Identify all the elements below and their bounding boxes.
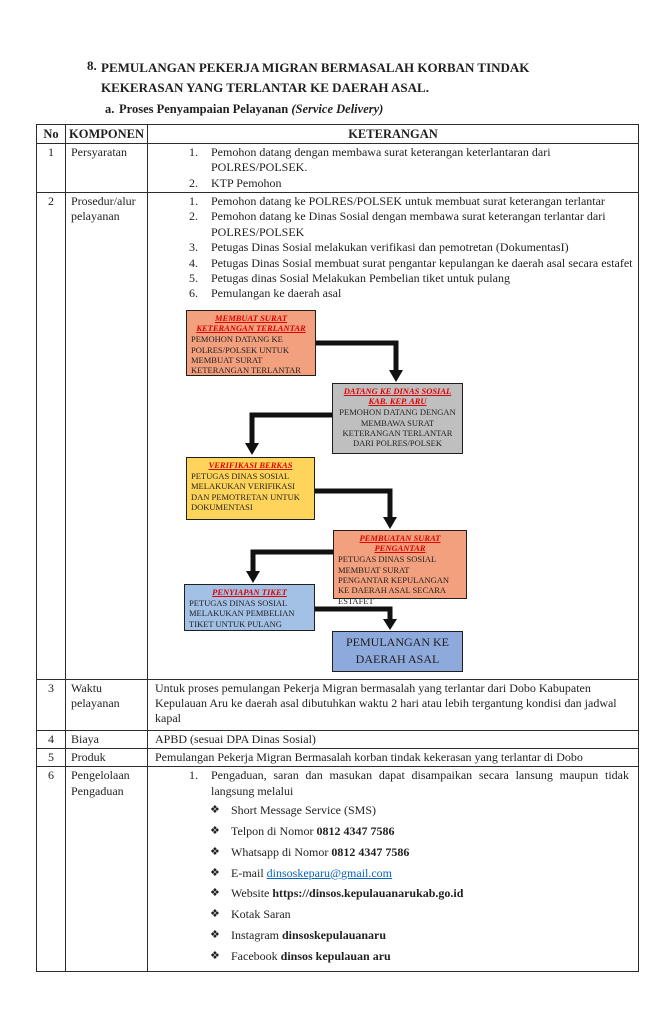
keterangan-cell (148, 679, 639, 730)
diamond-bullet-icon: ❖ (210, 887, 220, 900)
diamond-bullet-icon: ❖ (210, 950, 220, 963)
flow-box-pemulangan (332, 631, 463, 672)
channel-sms (210, 803, 633, 818)
service-table (36, 124, 639, 972)
whatsapp-number: 0812 4347 7586 (331, 844, 410, 859)
table-row (37, 193, 639, 680)
flow-box-body: PETUGAS DINAS SOSIAL MELAKUKAN PEMBELIAN TIKET UNTUK PULANG (189, 597, 295, 629)
channel-label: Telpon di Nomor (231, 823, 317, 838)
keterangan-cell (148, 748, 639, 766)
procedure-flowchart (153, 304, 633, 678)
requirement-item: KTP Pemohon (211, 175, 282, 190)
flow-box-surat-pengantar (333, 530, 467, 606)
komponen-cell: Persyaratan (66, 144, 148, 193)
phone-number: 0812 4347 7586 (316, 823, 395, 838)
instagram-handle: dinsoskepulauanaru (281, 928, 387, 943)
channel-facebook (210, 949, 633, 964)
intro-text: Pengaduan, saran dan masukan dapat disampaikan secara lansung maupun tidak langsung melalui (211, 768, 629, 798)
procedure-step: Pemohon datang ke Dinas Sosial dengan membawa surat keterangan terlantar dari POLRES/POLSEK (211, 209, 606, 239)
table-row (37, 767, 639, 972)
table-row (37, 144, 639, 193)
komponen-cell: Biaya (66, 730, 148, 748)
waktu-text: Untuk proses pemulangan Pekerja Migran bermasalah yang terlantar dari Dobo Kabupaten Kepulauan Aru ke daerah asal dibutuhkan waktu 2 hari atau lebih tergantung kondisi dan jadwal kapal (155, 680, 617, 726)
komponen-cell: Pengelolaan Pengaduan (66, 767, 148, 972)
flow-box-title: VERIFIKASI BERKAS (208, 459, 293, 470)
flow-box-body: PEMOHON DATANG DENGAN MEMBAWA SURAT KETERANGAN TERLANTAR DARI POLRES/POLSEK (339, 407, 456, 449)
diamond-bullet-icon: ❖ (210, 866, 220, 879)
flow-box-title: MEMBUAT SURAT KETERANGAN TERLANTAR (196, 312, 306, 333)
diamond-bullet-icon: ❖ (210, 845, 220, 858)
sub-letter: a. (105, 102, 115, 116)
channel-label: E-mail (231, 865, 267, 880)
komponen-cell: Produk (66, 748, 148, 766)
diamond-bullet-icon: ❖ (210, 824, 220, 837)
procedure-step: Petugas dinas Sosial Melakukan Pembelian tiket untuk pulang (211, 270, 510, 285)
channel-label: Short Message Service (SMS) (231, 803, 376, 818)
sub-heading (105, 101, 667, 117)
channel-label: Website (231, 886, 273, 901)
channel-label: Facebook (231, 949, 281, 964)
intro-number: 1. (189, 768, 198, 783)
komponen-cell: Waktu pelayanan (66, 679, 148, 730)
header-keterangan: KETERANGAN (148, 125, 639, 144)
keterangan-cell (148, 767, 639, 972)
requirement-item: Pemohon datang dengan membawa surat keterangan keterlantaran dari POLRES/POLSEK. (211, 145, 551, 175)
table-row (37, 730, 639, 748)
channel-label: Whatsapp di Nomor (231, 844, 332, 859)
row-number: 6 (37, 767, 66, 972)
flow-box-membuat-surat (186, 310, 316, 376)
procedure-step: Petugas Dinas Sosial melakukan verifikasi dan pemotretan (DokumentasI) (211, 240, 569, 255)
row-number: 2 (37, 193, 66, 680)
table-row (37, 679, 639, 730)
procedure-step: Pemulangan ke daerah asal (211, 286, 342, 301)
table-row (37, 748, 639, 766)
row-number: 1 (37, 144, 66, 193)
flow-box-verifikasi (186, 457, 315, 520)
channel-label: Kotak Saran (231, 907, 291, 922)
sub-title: Proses Penyampaian Pelayanan (119, 102, 292, 116)
komponen-cell: Prosedur/alur pelayanan (66, 193, 148, 680)
channel-whatsapp (210, 844, 633, 860)
channel-kotak-saran (210, 907, 633, 922)
section-number: 8. (87, 58, 97, 73)
diamond-bullet-icon: ❖ (210, 804, 220, 817)
flow-box-title: PEMBUATAN SURAT PENGANTAR (359, 532, 441, 553)
flow-box-penyiapan-tiket (184, 584, 315, 631)
email-link[interactable]: dinsoskeparu@gmail.com (266, 865, 393, 880)
section-title: PEMULANGAN PEKERJA MIGRAN BERMASALAH KORBAN TINDAK KEKERASAN YANG TERLANTAR KE DAERAH ASAL. (101, 60, 530, 95)
pengaduan-intro (153, 768, 633, 799)
website-url: https://dinsos.kepulauanarukab.go.id (272, 886, 464, 901)
procedure-step: Pemohon datang ke POLRES/POLSEK untuk membuat surat keterangan terlantar (211, 194, 605, 209)
procedure-step: Petugas Dinas Sosial membuat surat pengantar kepulangan ke daerah asal secara estafet (211, 255, 633, 270)
channel-label: Instagram (231, 928, 282, 943)
flow-box-body: PEMOHON DATANG KE POLRES/POLSEK UNTUK MEMBUAT SURAT KETERANGAN TERLANTAR (191, 334, 301, 376)
flow-box-datang-dinsos (332, 383, 463, 454)
flow-box-body: PETUGAS DINAS SOSIAL MEMBUAT SURAT PENGANTAR KEPULANGAN KE DAERAH ASAL SECARA ESTAFET (338, 554, 449, 606)
keterangan-cell (148, 144, 639, 193)
biaya-text: APBD (sesuai DPA Dinas Sosial) (155, 731, 316, 746)
section-heading (87, 58, 667, 98)
sub-title-italic: (Service Delivery) (291, 102, 384, 116)
row-number: 3 (37, 679, 66, 730)
table-header-row (37, 125, 639, 144)
flow-box-title: PENYIAPAN TIKET (212, 586, 287, 597)
row-number: 5 (37, 748, 66, 766)
keterangan-cell (148, 730, 639, 748)
header-no: No (37, 125, 66, 144)
channel-website (210, 886, 633, 901)
header-komponen: KOMPONEN (66, 125, 148, 144)
channel-list (153, 803, 633, 964)
diamond-bullet-icon: ❖ (210, 929, 220, 942)
channel-email (210, 865, 633, 881)
flow-box-body: PETUGAS DINAS SOSIAL MELAKUKAN VERIFIKASI DAN PEMOTRETAN UNTUK DOKUMENTASI (191, 470, 300, 513)
row-number: 4 (37, 730, 66, 748)
produk-text: Pemulangan Pekerja Migran Bermasalah korban tindak kekerasan yang terlantar di Dobo (155, 749, 583, 764)
flow-box-body: PEMULANGAN KE DAERAH ASAL (346, 635, 449, 667)
channel-phone (210, 823, 633, 839)
flow-box-title: DATANG KE DINAS SOSIAL KAB. KEP. ARU (343, 385, 452, 406)
channel-instagram (210, 928, 633, 943)
facebook-handle: dinsos kepulauan aru (280, 949, 391, 964)
keterangan-cell (148, 193, 639, 680)
diamond-bullet-icon: ❖ (210, 908, 220, 921)
